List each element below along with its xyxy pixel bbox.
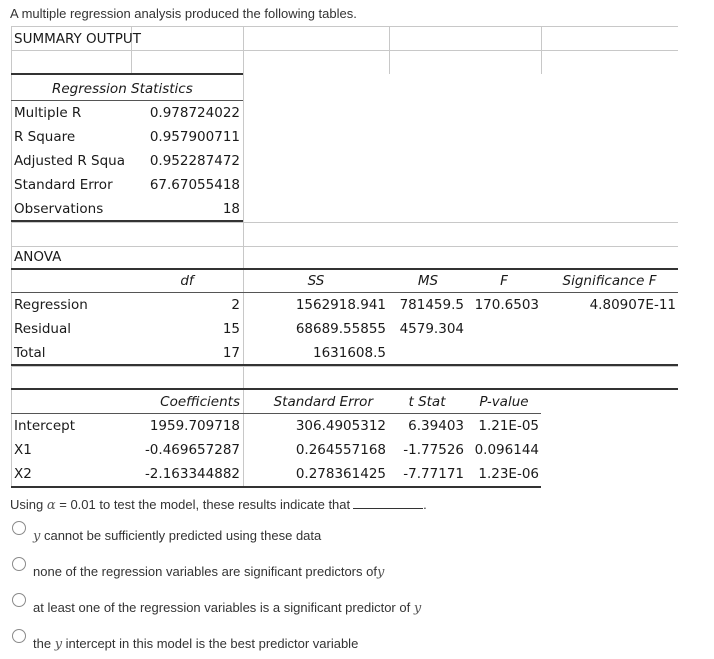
stat-label: Adjusted R Squa <box>14 153 126 169</box>
grid-line <box>11 26 678 27</box>
anova-header-f: F <box>500 273 508 289</box>
anova-row-label: Regression <box>14 297 88 313</box>
stat-label: Observations <box>14 201 104 217</box>
coef-value: -0.469657287 <box>144 442 240 458</box>
rule-bottom <box>11 486 541 488</box>
rule-top <box>11 73 243 75</box>
option-radio-2[interactable] <box>12 557 26 571</box>
option-text: intercept in this model is the best predictor variable <box>62 636 359 651</box>
option-label-1[interactable] <box>33 528 321 544</box>
grid-line <box>541 26 542 74</box>
option-variable: y <box>376 565 385 580</box>
stat-label: Standard Error <box>14 177 113 193</box>
option-label-3[interactable] <box>33 600 421 616</box>
anova-ss: 68689.55855 <box>295 321 386 337</box>
option-variable: y <box>413 601 422 616</box>
option-variable: y <box>33 529 41 544</box>
option-text: cannot be sufficiently predicted using these data <box>40 528 322 543</box>
rule-under-header <box>11 292 678 293</box>
option-variable: y <box>54 637 63 652</box>
pvalue-value: 0.096144 <box>474 442 539 458</box>
stat-value: 18 <box>222 201 240 217</box>
alpha-symbol: α <box>46 498 56 513</box>
option-text: at least one of the regression variables is a significant predictor of <box>33 600 414 615</box>
grid-line <box>11 26 12 488</box>
question-prompt <box>10 497 427 513</box>
rule-top <box>11 268 678 270</box>
anova-df: 17 <box>222 345 240 361</box>
rule-top <box>11 388 678 390</box>
coef-value: -2.163344882 <box>144 466 240 482</box>
anova-df: 2 <box>231 297 240 313</box>
anova-ss: 1562918.941 <box>295 297 386 313</box>
summary-title: SUMMARY OUTPUT <box>14 31 142 47</box>
option-text: none of the regression variables are significant predictors of <box>33 564 377 579</box>
stat-value: 67.67055418 <box>149 177 240 193</box>
anova-title: ANOVA <box>14 249 62 265</box>
pvalue-value: 1.21E-05 <box>478 418 539 434</box>
anova-ms: 4579.304 <box>399 321 464 337</box>
pvalue-value: 1.23E-06 <box>478 466 539 482</box>
stat-label: Multiple R <box>14 105 82 121</box>
anova-ss: 1631608.5 <box>312 345 386 361</box>
grid-line <box>11 50 678 51</box>
pvalue-header: P-value <box>479 394 529 410</box>
regression-statistics-header: Regression Statistics <box>52 81 193 97</box>
option-radio-4[interactable] <box>12 629 26 643</box>
grid-line <box>11 246 678 247</box>
anova-header-ms: MS <box>417 273 439 289</box>
anova-row-label: Total <box>14 345 46 361</box>
anova-header-df: df <box>180 273 194 289</box>
anova-ms: 781459.5 <box>399 297 464 313</box>
anova-significance: 4.80907E-11 <box>589 297 676 313</box>
se-header: Standard Error <box>273 394 373 410</box>
grid-line <box>11 222 678 223</box>
tstat-header: t Stat <box>408 394 446 410</box>
rule-bottom <box>11 364 678 366</box>
rule-bottom <box>11 220 243 222</box>
rule-under-header <box>11 100 243 101</box>
anova-df: 15 <box>222 321 240 337</box>
grid-line <box>389 26 390 74</box>
anova-header-significance: Significance F <box>562 273 657 289</box>
se-value: 306.4905312 <box>295 418 386 434</box>
tstat-value: -1.77526 <box>403 442 464 458</box>
question-intro: A multiple regression analysis produced the following tables. <box>10 6 357 21</box>
grid-line <box>11 366 678 367</box>
option-text: the <box>33 636 55 651</box>
prompt-text: = 0.01 to test the model, these results indicate that <box>55 497 351 512</box>
tstat-value: -7.77171 <box>403 466 464 482</box>
coef-row-label: Intercept <box>14 418 75 434</box>
coef-header: Coefficients <box>160 394 240 410</box>
prompt-end: . <box>423 497 427 512</box>
anova-f: 170.6503 <box>474 297 539 313</box>
coef-row-label: X2 <box>14 466 32 482</box>
regression-output-table <box>11 26 678 488</box>
answer-blank <box>353 498 423 509</box>
se-value: 0.264557168 <box>295 442 386 458</box>
option-radio-3[interactable] <box>12 593 26 607</box>
rule-under-header <box>11 413 541 414</box>
coef-value: 1959.709718 <box>149 418 240 434</box>
prompt-text: Using <box>10 497 47 512</box>
option-label-2[interactable] <box>33 564 384 580</box>
coef-row-label: X1 <box>14 442 32 458</box>
anova-header-ss: SS <box>307 273 325 289</box>
anova-row-label: Residual <box>14 321 72 337</box>
stat-value: 0.952287472 <box>149 153 240 169</box>
se-value: 0.278361425 <box>295 466 386 482</box>
stat-value: 0.957900711 <box>149 129 240 145</box>
stat-value: 0.978724022 <box>149 105 240 121</box>
stat-label: R Square <box>14 129 76 145</box>
option-radio-1[interactable] <box>12 521 26 535</box>
tstat-value: 6.39403 <box>408 418 464 434</box>
option-label-4[interactable] <box>33 636 358 652</box>
